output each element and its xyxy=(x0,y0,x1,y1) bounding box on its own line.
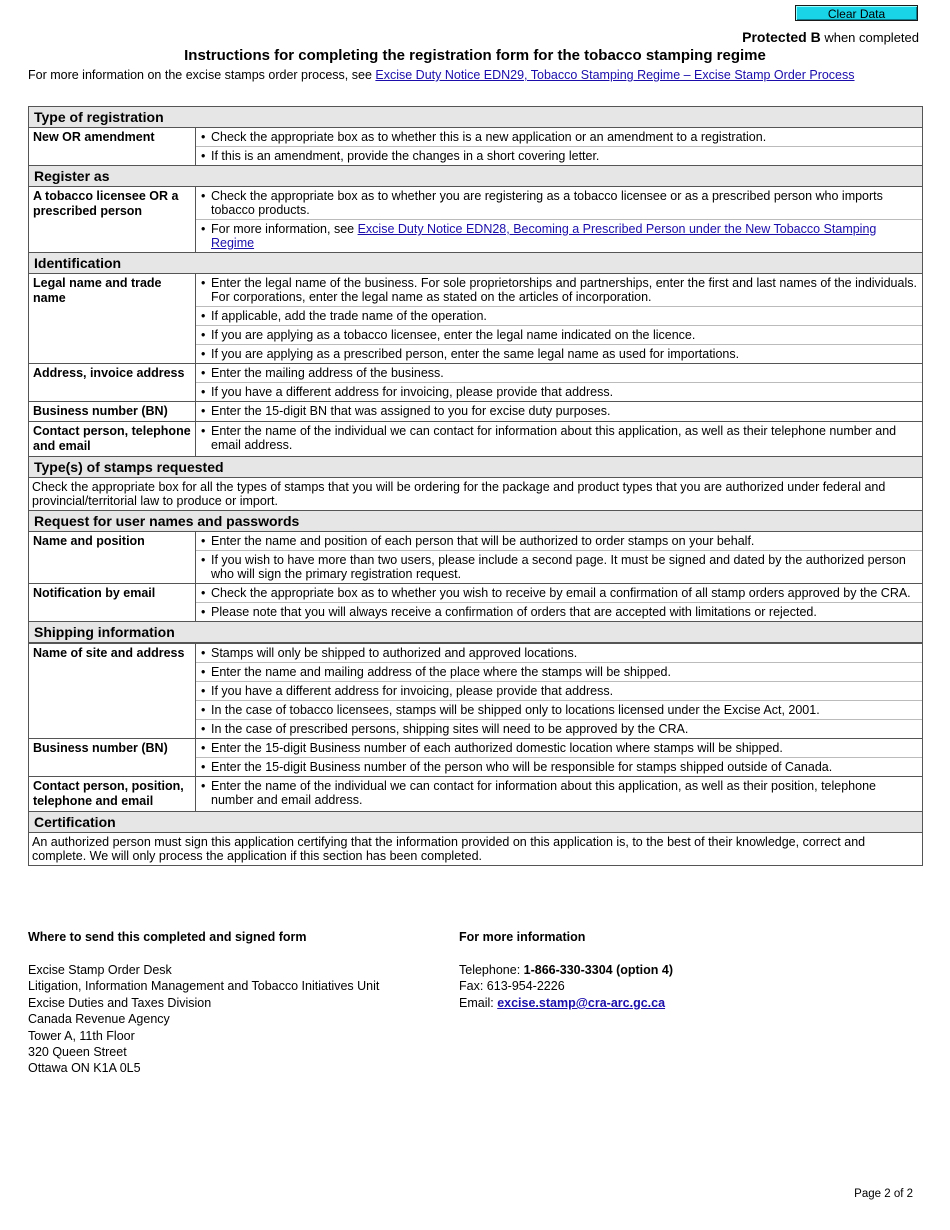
instructions-table xyxy=(28,106,923,866)
list-item: • Enter the name and position of each person that will be authorized to order stamps on your behalf. xyxy=(196,532,922,551)
row-label: Business number (BN) xyxy=(29,739,196,776)
list-item: • If you have a different address for invoicing, please provide that address. xyxy=(196,682,922,701)
row-items xyxy=(196,532,922,583)
row-items xyxy=(196,187,922,252)
list-item: • Enter the name of the individual we can contact for information about this application, as well as their telephone number and email address. xyxy=(196,422,922,454)
list-item: • Enter the mailing address of the business. xyxy=(196,364,922,383)
telephone-value: 1-866-330-3304 (option 4) xyxy=(523,963,673,977)
intro-line xyxy=(28,68,855,82)
certification-text: An authorized person must sign this application certifying that the information provided on this application is, to the best of their knowledge, correct and complete. We will only process the application if this section has been completed. xyxy=(29,833,922,866)
mailing-address xyxy=(28,962,379,1077)
contact-info xyxy=(459,962,673,1011)
section-user-names: Request for user names and passwords xyxy=(29,511,922,532)
list-item: • Check the appropriate box as to whether you wish to receive by email a confirmation of all stamp orders approved by the CRA. xyxy=(196,584,922,603)
list-item: • In the case of tobacco licensees, stamps will be shipped only to locations licensed under the Excise Act, 2001. xyxy=(196,701,922,720)
table-row xyxy=(29,128,922,166)
row-label: Notification by email xyxy=(29,584,196,621)
row-label: Name of site and address xyxy=(29,644,196,738)
table-row xyxy=(29,422,922,457)
list-item: • If you wish to have more than two users, please include a second page. It must be signed and dated by the authorized person who will sign the primary registration request. xyxy=(196,551,922,583)
list-item: • Stamps will only be shipped to authorized and approved locations. xyxy=(196,644,922,663)
table-row xyxy=(29,739,922,777)
section-register-as: Register as xyxy=(29,166,922,187)
table-row xyxy=(29,644,922,739)
row-label: Name and position xyxy=(29,532,196,583)
row-items xyxy=(196,422,922,456)
list-item: • If this is an amendment, provide the changes in a short covering letter. xyxy=(196,147,922,165)
list-item: • Check the appropriate box as to whether you are registering as a tobacco licensee or as a prescribed person who imports tobacco products. xyxy=(196,187,922,220)
row-items xyxy=(196,777,922,811)
row-items xyxy=(196,274,922,363)
list-item: • In the case of prescribed persons, shipping sites will need to be approved by the CRA. xyxy=(196,720,922,738)
row-label: Address, invoice address xyxy=(29,364,196,401)
email-line xyxy=(459,995,673,1011)
list-item: • Check the appropriate box as to whether this is a new application or an amendment to a registration. xyxy=(196,128,922,147)
row-label: New OR amendment xyxy=(29,128,196,165)
protected-rest: when completed xyxy=(820,30,919,45)
email-link[interactable]: excise.stamp@cra-arc.gc.ca xyxy=(497,995,666,1010)
address-line: Excise Stamp Order Desk xyxy=(28,963,172,977)
table-row xyxy=(29,364,922,402)
row-items xyxy=(196,128,922,165)
row-label: Contact person, telephone and email xyxy=(29,422,196,456)
fax-label: Fax: xyxy=(459,979,487,994)
address-line: 320 Queen Street xyxy=(28,1045,127,1060)
table-row xyxy=(29,532,922,584)
edn29-link[interactable]: Excise Duty Notice EDN29, Tobacco Stamping Regime – Excise Stamp Order Process xyxy=(375,68,855,82)
row-items xyxy=(196,644,922,738)
list-item: • Please note that you will always receive a confirmation of orders that are accepted with limitations or rejected. xyxy=(196,603,922,621)
address-line: Tower A, 11th Floor xyxy=(28,1028,135,1043)
table-row xyxy=(29,187,922,253)
list-item: • Enter the legal name of the business. For sole proprietorships and partnerships, enter the first and last names of the individuals. For corporations, enter the legal name as stated on the articles of incorporation. xyxy=(196,274,922,307)
table-row xyxy=(29,402,922,422)
address-line: Canada Revenue Agency xyxy=(28,1012,170,1027)
table-row xyxy=(29,584,922,622)
list-item: • Enter the name and mailing address of the place where the stamps will be shipped. xyxy=(196,663,922,682)
list-item: • If applicable, add the trade name of the operation. xyxy=(196,307,922,326)
address-line: Excise Duties and Taxes Division xyxy=(28,995,212,1010)
list-item: • Enter the 15-digit Business number of the person who will be responsible for stamps shipped outside of Canada. xyxy=(196,758,922,776)
clear-data-button[interactable]: Clear Data xyxy=(795,5,918,21)
edn28-link[interactable]: Excise Duty Notice EDN28, Becoming a Prescribed Person under the New Tobacco Stamping Regime xyxy=(211,222,877,250)
fax-value: 613-954-2226 xyxy=(486,979,565,994)
protected-strong: Protected B xyxy=(742,29,821,45)
protected-b-label xyxy=(742,29,919,45)
section-shipping: Shipping information xyxy=(29,622,922,644)
list-item: • If you have a different address for invoicing, please provide that address. xyxy=(196,383,922,401)
section-identification: Identification xyxy=(29,253,922,274)
intro-text: For more information on the excise stamps order process, see xyxy=(28,68,376,82)
list-item-text: For more information, see xyxy=(211,222,358,236)
section-certification: Certification xyxy=(29,812,922,833)
stamps-text: Check the appropriate box for all the types of stamps that you will be ordering for the package and product types that you are authorized under federal and provincial/territorial law to produce or import. xyxy=(29,478,922,511)
list-item: • Enter the 15-digit BN that was assigned to you for excise duty purposes. xyxy=(196,402,922,420)
telephone-line xyxy=(459,962,673,978)
row-label: Business number (BN) xyxy=(29,402,196,421)
row-label: A tobacco licensee OR a prescribed person xyxy=(29,187,196,252)
section-type-of-registration: Type of registration xyxy=(29,107,922,128)
row-items xyxy=(196,402,922,421)
row-label: Contact person, position, telephone and email xyxy=(29,777,196,811)
list-item: • If you are applying as a prescribed person, enter the same legal name as used for importations. xyxy=(196,345,922,363)
page-title: Instructions for completing the registration form for the tobacco stamping regime xyxy=(184,47,766,64)
list-item xyxy=(196,220,922,252)
row-items xyxy=(196,739,922,776)
section-stamps-requested: Type(s) of stamps requested xyxy=(29,457,922,478)
list-item: • Enter the name of the individual we can contact for information about this application, as well as their position, telephone number and email address. xyxy=(196,777,922,809)
list-item: • Enter the 15-digit Business number of each authorized domestic location where stamps will be shipped. xyxy=(196,739,922,758)
page-number: Page 2 of 2 xyxy=(854,1188,913,1200)
info-heading: For more information xyxy=(459,930,586,944)
row-label: Legal name and trade name xyxy=(29,274,196,363)
list-item: • If you are applying as a tobacco licensee, enter the legal name indicated on the licence. xyxy=(196,326,922,345)
row-items xyxy=(196,584,922,621)
table-row xyxy=(29,777,922,812)
email-label: Email: xyxy=(459,995,498,1010)
telephone-label: Telephone: xyxy=(459,963,524,977)
address-line: Litigation, Information Management and Tobacco Initiatives Unit xyxy=(28,979,380,994)
address-line: Ottawa ON K1A 0L5 xyxy=(28,1061,141,1076)
table-row xyxy=(29,274,922,364)
send-heading: Where to send this completed and signed form xyxy=(28,930,307,944)
row-items xyxy=(196,364,922,401)
fax-line xyxy=(459,978,673,994)
